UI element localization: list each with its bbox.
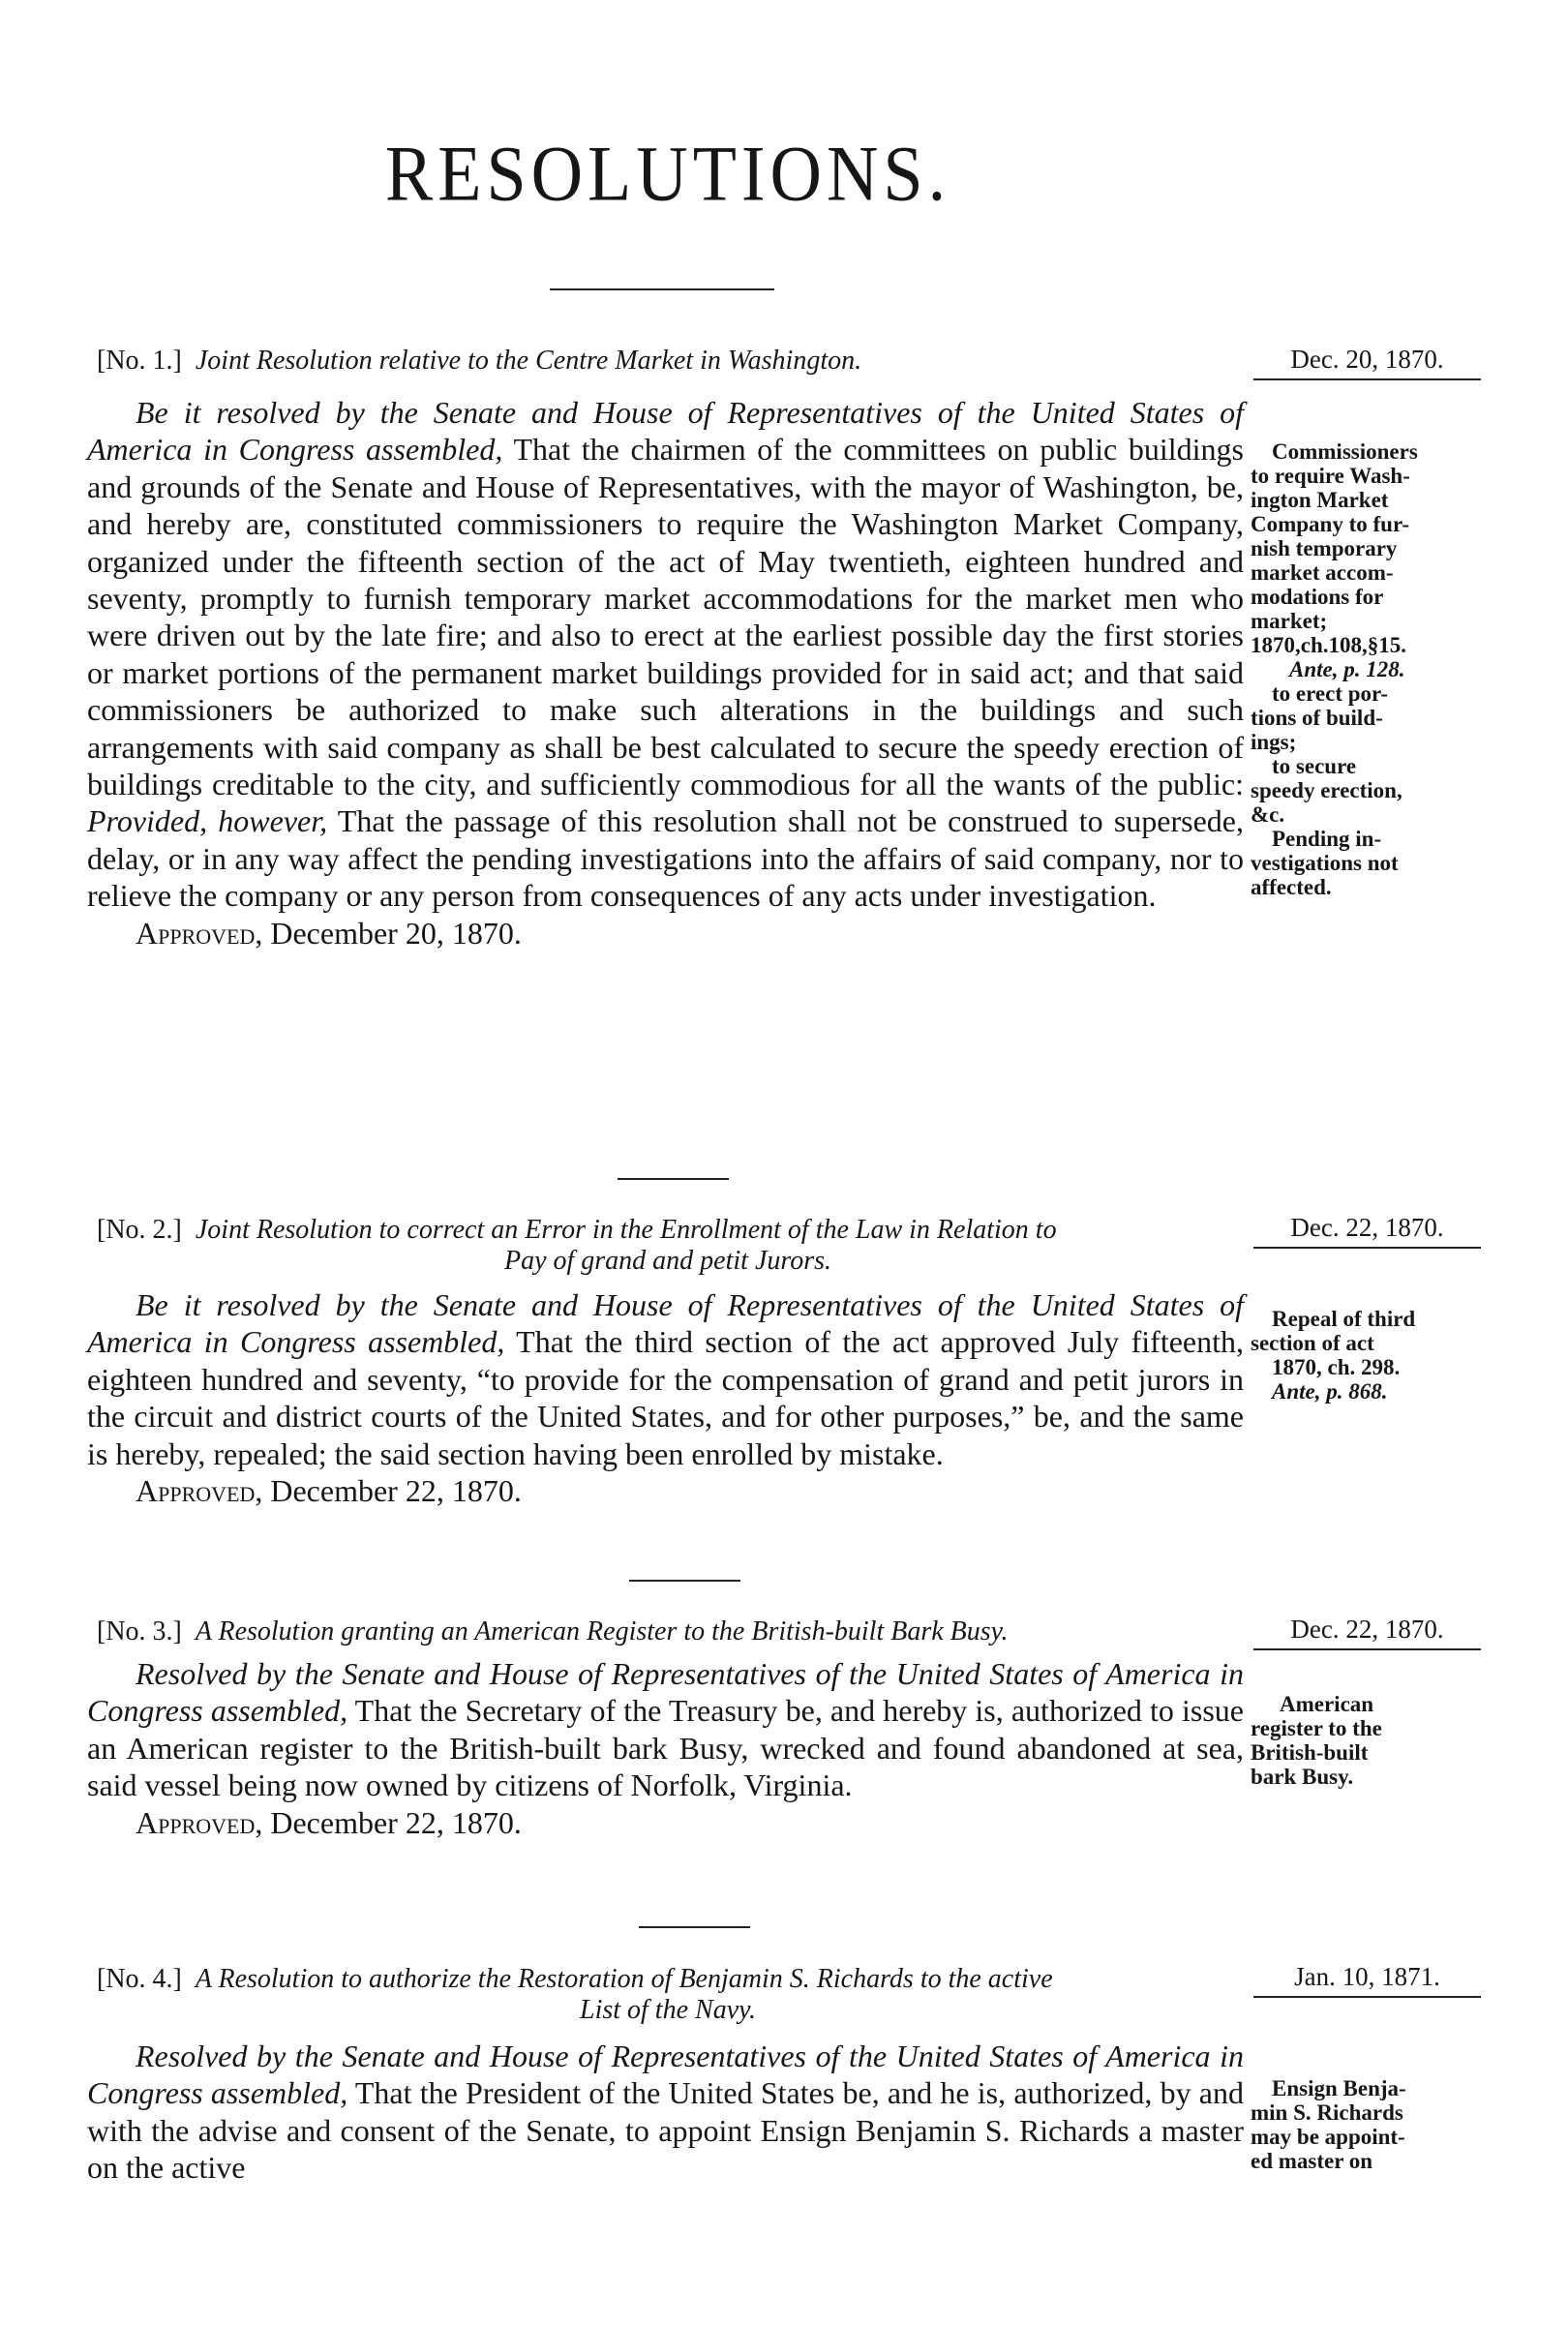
margin-note: ed master on: [1251, 2149, 1373, 2173]
resolution-1-margin-notes: [1251, 439, 1483, 899]
resolution-title: A Resolution to authorize the Restoration of Benjamin S. Richards to the active: [195, 1964, 1053, 1994]
resolution-1-date: Dec. 20, 1870.: [1253, 345, 1481, 380]
resolution-3-date: Dec. 22, 1870.: [1253, 1615, 1481, 1650]
resolution-number: [No. 4.]: [97, 1964, 182, 1994]
margin-note: speedy erection,: [1251, 778, 1402, 802]
resolution-4-date: Jan. 10, 1871.: [1253, 1962, 1481, 1998]
separator-rule: [618, 1178, 729, 1180]
enacting-clause: Resolved by the Senate and House of Representatives of the United States of America in Congress assembled,: [87, 2039, 1244, 2111]
approved-label: Approved,: [136, 1473, 263, 1509]
resolution-text: That the President of the United States be, and he is, authorized, by and with the advise and consent of the Senate, to appoint Ensign Benjamin S. Richards a master on the active: [87, 2075, 1245, 2186]
margin-note: &c.: [1251, 802, 1285, 827]
margin-note: British-built: [1251, 1740, 1369, 1765]
approved-label: Approved,: [136, 1804, 263, 1840]
resolution-2-body: [87, 1286, 1244, 1509]
margin-note: min S. Richards: [1251, 2100, 1403, 2125]
resolution-3-margin-notes: [1251, 1692, 1483, 1789]
approved-date: December 20, 1870.: [262, 915, 522, 951]
resolution-number: [No. 3.]: [97, 1616, 182, 1646]
margin-note: may be appoint-: [1251, 2125, 1405, 2149]
resolution-text-cont: That the passage of this resolution shall not be construed to supersede, delay, or in any way affect the pending investigations into the affairs of said company, nor to relieve the company or any person from consequences of any acts under investigation.: [87, 803, 1245, 914]
approved-date: December 22, 1870.: [262, 1473, 522, 1509]
margin-note: modations for: [1251, 585, 1384, 609]
title-rule: [550, 288, 774, 290]
margin-note: vestigations not: [1251, 851, 1399, 875]
resolution-3-body: [87, 1655, 1244, 1841]
margin-note: to erect por-: [1272, 681, 1389, 706]
resolution-text: That the Secretary of the Treasury be, and hereby is, authorized to issue an American register to the British-built bark Busy, wrecked and found abandoned at sea, said vessel being now owned by citizens of Norfolk, Virginia.: [87, 1693, 1245, 1803]
resolution-3-heading: [97, 1616, 1239, 1647]
margin-note: Ensign Benja-: [1272, 2076, 1406, 2100]
margin-note: nish temporary: [1251, 536, 1398, 560]
resolution-4-margin-notes: [1251, 2076, 1483, 2173]
proviso: Provided, however,: [87, 803, 328, 839]
margin-note: to secure: [1272, 754, 1357, 778]
margin-note: Pending in-: [1272, 827, 1382, 851]
margin-note: 1870,ch.108,§15.: [1251, 633, 1406, 657]
enacting-clause: Resolved by the Senate and House of Representatives of the United States of America in Congress assembled,: [87, 1656, 1244, 1729]
separator-rule: [639, 1926, 750, 1928]
resolution-title: Joint Resolution relative to the Centre Market in Washington.: [195, 346, 862, 376]
enacting-clause: Be it resolved by the Senate and House of Representatives of the United States of America in Congress assembled,: [87, 395, 1244, 468]
resolution-text: That the third section of the act approved July fifteenth, eighteen hundred and seventy, “to provide for the compensation of grand and petit jurors in the circuit and district courts of the United States, and for other purposes,” be, and the same is hereby, repealed; the said section having been enrolled by mistake.: [87, 1324, 1245, 1471]
resolution-title-cont: Pay of grand and petit Jurors.: [503, 1246, 832, 1276]
resolution-title-cont: List of the Navy.: [580, 1995, 756, 2025]
resolution-4-heading: [97, 1964, 1239, 2025]
resolution-2-heading: [97, 1215, 1239, 1276]
resolution-1-heading: [97, 346, 1239, 377]
approved-date: December 22, 1870.: [262, 1804, 522, 1840]
resolution-4-body: [87, 2038, 1244, 2187]
margin-note: Ante, p. 128.: [1289, 657, 1405, 681]
resolution-2-margin-notes: [1251, 1307, 1483, 1404]
margin-note: Commissioners: [1272, 439, 1418, 464]
margin-note: ington Market: [1251, 488, 1389, 512]
resolution-2-date: Dec. 22, 1870.: [1253, 1213, 1481, 1249]
margin-note: market accom-: [1251, 560, 1394, 585]
resolution-number: [No. 2.]: [97, 1215, 182, 1245]
margin-note: 1870, ch. 298.: [1272, 1355, 1401, 1379]
margin-note: Repeal of third: [1272, 1307, 1416, 1331]
margin-note: Ante, p. 868.: [1272, 1379, 1388, 1404]
resolution-title: Joint Resolution to correct an Error in the Enrollment of the Law in Relation to: [195, 1215, 1057, 1245]
margin-note: market;: [1251, 609, 1328, 633]
margin-note: Company to fur-: [1251, 512, 1409, 536]
separator-rule: [629, 1580, 740, 1582]
page-title: RESOLUTIONS.: [384, 130, 951, 219]
margin-note: affected.: [1251, 875, 1332, 899]
margin-note: bark Busy.: [1251, 1765, 1354, 1789]
resolution-text: That the chairmen of the committees on public buildings and grounds of the Senate and House of Representatives, with the mayor of Washington, be, and hereby are, constituted commissioners to require the Washington Market Company, organized under the fifteenth section of the act of May twentieth, eighteen hundred and seventy, promptly to furnish temporary market accommodations for the market men who were driven out by the late fire; and also to erect at the earliest possible day the first stories or market portions of the permanent market buildings provided for in said act; and that said commissioners be authorized to make such alterations in the buildings and such arrangements with said company as shall be best calculated to secure the speedy erection of buildings creditable to the city, and sufficiently commodious for all the wants of the public:: [87, 432, 1245, 802]
margin-note: ings;: [1251, 730, 1297, 754]
margin-note: tions of build-: [1251, 706, 1383, 730]
resolution-number: [No. 1.]: [97, 346, 182, 376]
approved-label: Approved,: [136, 915, 263, 951]
resolution-title: A Resolution granting an American Register to the British-built Bark Busy.: [195, 1616, 1009, 1646]
margin-note: to require Wash-: [1251, 464, 1410, 488]
enacting-clause: Be it resolved by the Senate and House of Representatives of the United States of America in Congress assembled,: [87, 1287, 1244, 1360]
margin-note: section of act: [1251, 1331, 1374, 1355]
resolution-1-body: [87, 394, 1244, 952]
margin-note: American: [1280, 1692, 1374, 1716]
margin-note: register to the: [1251, 1716, 1382, 1740]
